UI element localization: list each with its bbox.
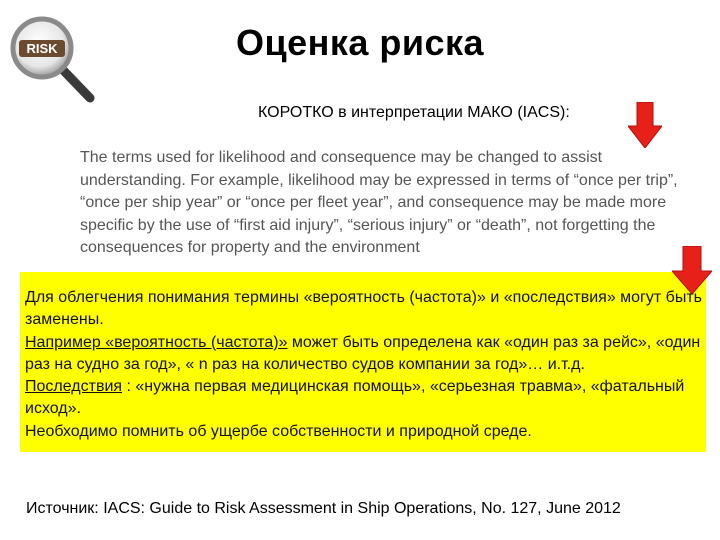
magnifier-handle: [63, 70, 90, 98]
subtitle: КОРОТКО в интерпретации МАКО (IACS):: [258, 104, 570, 121]
page-title: Оценка риска: [235, 22, 485, 63]
likelihood-desc: может быть определена как «один раз за рейс», «один раз на судно за год», « n раз на количество судов компании за год»… и.т.д.: [25, 333, 701, 373]
source-citation: Источник: IACS: Guide to Risk Assessment in Ship Operations, No. 127, June 2012: [26, 500, 621, 517]
likelihood-term: Например «вероятность (частота)»: [25, 333, 288, 351]
translation-line-4: Необходимо помнить об ущербе собственности и природной среде.: [25, 422, 532, 440]
translation-text: [25, 287, 707, 443]
consequence-term: Последствия: [25, 378, 123, 396]
translation-line-1: Для облегчения понимания термины «вероятность (частота)» и «последствия» могут быть заменены.: [25, 289, 702, 329]
risk-label-text: RISK: [26, 41, 58, 56]
english-quote: The terms used for likelihood and consequence may be changed to assist understanding. For example, likelihood may be expressed in terms of “once per trip”, “once per ship year” or “once per fleet year”, and consequence may be made more specific by the use of “first aid injury”, “serious injury” or “death”, not forgetting the consequences for property and the environment: [80, 149, 678, 256]
translation-line-3: [25, 376, 707, 421]
translation-line-2: [25, 332, 707, 377]
consequence-desc: : «нужна первая медицинская помощь», «серьезная травма», «фатальный исход».: [25, 378, 685, 418]
down-arrow-icon: [628, 102, 662, 148]
